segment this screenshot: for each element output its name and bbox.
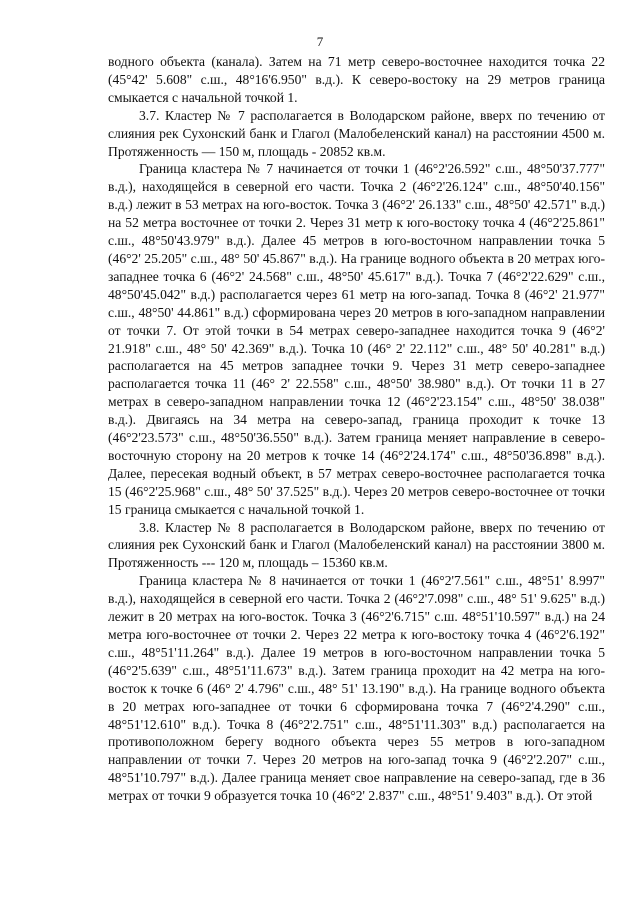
page-number: 7 xyxy=(316,34,324,49)
paragraph-cluster-8-heading: 3.8. Кластер № 8 располагается в Володарском районе, вверх по течению от слияния рек Сухонский банк и Глагол (Малобеленский канал) на расстоянии 3800 м. Протяженность --- 120 м, площадь – 15360 кв.м. xyxy=(108,519,605,571)
paragraph-continuation: водного объекта (канала). Затем на 71 метр северо-восточнее находится точка 22 (45°42' 5.608" с.ш., 48°16'6.950" в.д.). К северо-востоку на 29 метров граница смыкается с начальной точкой 1. xyxy=(108,54,605,105)
paragraph-cluster-7-boundary: Граница кластера № 7 начинается от точки 1 (46°2'26.592" с.ш., 48°50'37.777" в.д.), находящейся в северной его части. Точка 2 (46°2'26.124" с.ш., 48°50'40.156" в.д.) лежит в 53 метрах на юго-восток. Точка 3 (46°2' 26.133" с.ш., 48°50' 42.571" в.д.) на 52 метра восточнее от точки 2. Через 31 метр к юго-востоку точка 4 (46°2'25.861" с.ш., 48°50'43.979" в.д.). Далее 45 метров в юго-восточном направлении точка 5 (46°2' 25.205" с.ш., 48° 50' 45.867" в.д.). На границе водного объекта в 20 метрах юго-западнее точка 6 (46°2' 24.568" с.ш., 48°50' 45.617" в.д.). Точка 7 (46°2'22.629" с.ш., 48°50'45.042" в.д.) располагается через 61 метр на юго-запад. Точка 8 (46°2' 21.977" с.ш., 48°50' 44.861" в.д.) сформирована через 20 метров в юго-западном направлении от точки 7. От этой точки в 54 метрах северо-западнее находится точка 9 (46°2' 21.918" с.ш., 48° 50' 42.369" в.д.). Точка 10 (46° 2' 22.112" с.ш., 48° 50' 40.281" в.д.) располагается на 45 метров западнее точки 9. Через 31 метр северо-западнее располагается точка 11 (46° 2' 22.558" с.ш., 48°50' 38.980" в.д.). От точки 11 в 27 метрах в северо-западном направлении точка 12 (46°2'23.154" с.ш., 48°50' 38.038" в.д.). Двигаясь на 34 метра на северо-запад, граница проходит к точке 13 (46°2'23.573" с.ш., 48°50'36.550" в.д.). Затем граница меняет направление в северо-восточную сторону на 20 метров к точке 14 (46°2'24.174" с.ш., 48°50'36.898" в.д.). Далее, пересекая водный объект, в 57 метрах северо-восточнее располагается точка 15 (46°2'25.968" с.ш., 48° 50' 37.525" в.д.). Через 20 метров северо-восточнее от точки 15 граница смыкается с начальной точкой 1. xyxy=(108,161,605,517)
paragraph-cluster-8-boundary: Граница кластера № 8 начинается от точки 1 (46°2'7.561" с.ш., 48°51' 8.997" в.д.), находящейся в северной его части. Точка 2 (46°2'7.098" с.ш., 48° 51' 9.625" в.д.) лежит в 20 метрах на юго-восток. Точка 3 (46°2'6.715" с.ш. 48°51'10.597" в.д.) на 24 метра юго-восточнее от точки 2. Через 22 метра к юго-востоку точка 4 (46°2'6.192" с.ш., 48°51'11.264" в.д.). Далее 19 метров в юго-восточном направлении точка 5 (46°2'5.639" с.ш., 48°51'11.673" в.д.). Затем граница проходит на 42 метра на юго-восток к точке 6 (46° 2' 4.796" с.ш., 48° 51' 13.190" в.д.). На границе водного объекта в 20 метрах юго-западнее от точки 6 сформирована точка 7 (46°2'4.290" с.ш., 48°51'12.610" в.д.). Точка 8 (46°2'2.751" с.ш., 48°51'11.303" в.д.) располагается на противоположном берегу водного объекта через 55 метров в юго-западном направлении от точки 7. Через 20 метров на юго-запад точка 9 (46°2'2.207" с.ш., 48°51'10.797" в.д.). Далее граница меняет свое направление на северо-запад, где в 36 метрах от точки 9 образуется точка 10 (46°2' 2.837" с.ш., 48°51' 9.403" в.д.). От этой xyxy=(108,573,605,804)
paragraph-cluster-7-heading: 3.7. Кластер № 7 располагается в Володарском районе, вверх по течению от слияния рек Сухонский банк и Глагол (Малобеленский канал) на расстоянии 4500 м. Протяженность — 150 м, площадь - 20852 кв.м. xyxy=(108,107,605,159)
document-body xyxy=(108,53,605,805)
